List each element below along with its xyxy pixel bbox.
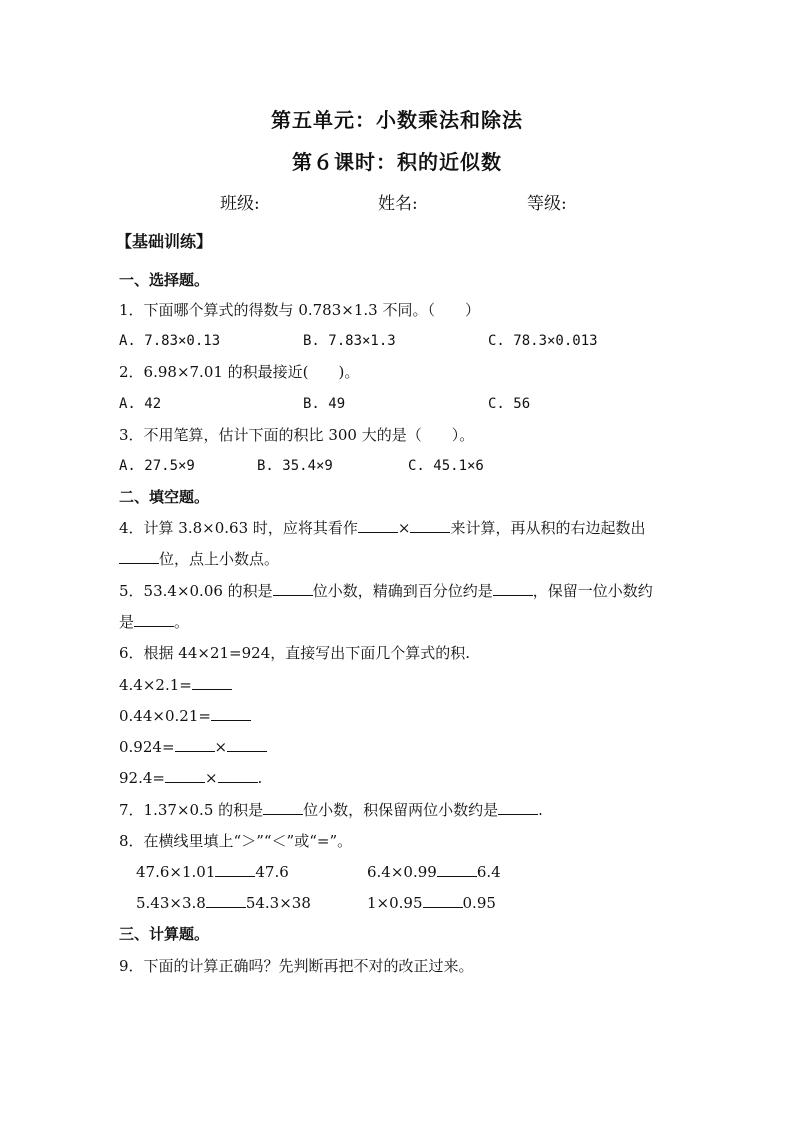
q5-blank-3[interactable] <box>134 612 174 627</box>
q4-times: × <box>397 519 411 537</box>
q2-option-b: B. 49 <box>303 396 346 412</box>
q6-blank-3[interactable] <box>175 737 215 752</box>
q6-blank-5[interactable] <box>165 768 205 783</box>
question-4-cont <box>119 549 279 569</box>
q7-text-1: 7．1.37×0.5 的积是 <box>119 801 264 819</box>
section-choice-heading: 一、选择题。 <box>119 271 210 289</box>
q6-times-4: × <box>204 769 218 787</box>
q1-option-b: B. 7.83×1.3 <box>303 333 396 349</box>
q8-expr-1 <box>136 862 289 882</box>
q5-blank-1[interactable] <box>273 581 313 596</box>
grade-label: 等级: <box>527 194 567 214</box>
q6-line-2 <box>119 706 251 726</box>
question-5 <box>119 581 653 601</box>
q6-expr-3: 0.924= <box>119 738 175 756</box>
q6-expr-1: 4.4×2.1= <box>119 676 192 694</box>
section-calc-heading: 三、计算题。 <box>119 925 210 943</box>
q8-blank-2[interactable] <box>437 862 477 877</box>
q6-blank-4[interactable] <box>227 737 267 752</box>
q8-e2-right: 6.4 <box>476 863 501 881</box>
q6-line-4 <box>119 768 262 788</box>
question-8: 8．在横线里填上“＞”“＜”或“=”。 <box>119 832 353 850</box>
q3-option-b: B. 35.4×9 <box>257 458 333 474</box>
q6-period-4: . <box>257 769 263 787</box>
unit-title: 第五单元：小数乘法和除法 <box>271 108 523 132</box>
q5-text-1: 5．53.4×0.06 的积是 <box>119 582 273 600</box>
q6-blank-2[interactable] <box>211 706 251 721</box>
q6-expr-2: 0.44×0.21= <box>119 707 211 725</box>
lesson-title: 第６课时：积的近似数 <box>292 150 502 174</box>
q4-blank-3[interactable] <box>119 549 159 564</box>
q7-blank-2[interactable] <box>498 800 538 815</box>
q6-times-3: × <box>214 738 228 756</box>
q7-blank-1[interactable] <box>263 800 303 815</box>
section-fill-heading: 二、填空题。 <box>119 488 210 506</box>
q5-blank-2[interactable] <box>493 581 533 596</box>
question-2: 2．6.98×7.01 的积最接近( )。 <box>119 363 360 381</box>
q8-e1-right: 47.6 <box>255 863 289 881</box>
question-9: 9．下面的计算正确吗？先判断再把不对的改正过来。 <box>119 957 474 975</box>
q3-option-c: C. 45.1×6 <box>408 458 484 474</box>
q8-e3-left: 5.43×3.8 <box>136 894 206 912</box>
q8-blank-1[interactable] <box>215 862 255 877</box>
q4-text-1: 4．计算 3.8×0.63 时，应将其看作 <box>119 519 358 537</box>
q7-text-2: 位小数，积保留两位小数约是 <box>303 801 499 819</box>
q1-option-a: A. 7.83×0.13 <box>119 333 221 349</box>
q4-blank-1[interactable] <box>358 518 398 533</box>
q6-expr-4: 92.4= <box>119 769 165 787</box>
q4-text-3: 位，点上小数点。 <box>159 550 280 568</box>
question-5-cont <box>119 612 189 632</box>
q5-text-4: 是 <box>119 613 135 631</box>
q8-blank-4[interactable] <box>423 893 463 908</box>
q8-e2-left: 6.4×0.99 <box>367 863 437 881</box>
name-label: 姓名: <box>378 194 418 214</box>
q5-text-2: 位小数，精确到百分位约是 <box>312 582 493 600</box>
q2-option-c: C. 56 <box>488 396 531 412</box>
q4-blank-2[interactable] <box>410 518 450 533</box>
q6-blank-1[interactable] <box>192 675 232 690</box>
q3-option-a: A. 27.5×9 <box>119 458 195 474</box>
question-3: 3．不用笔算，估计下面的积比 300 大的是（ ）。 <box>119 426 475 444</box>
basic-training-label: 【基础训练】 <box>116 232 213 251</box>
class-label: 班级: <box>220 194 260 214</box>
question-6: 6．根据 44×21=924，直接写出下面几个算式的积. <box>119 644 471 662</box>
q4-text-2: 来计算，再从积的右边起数出 <box>450 519 646 537</box>
q7-text-3: . <box>538 801 543 819</box>
q8-expr-4 <box>367 893 496 913</box>
q8-e4-right: 0.95 <box>462 894 496 912</box>
question-7 <box>119 800 543 820</box>
q1-option-c: C. 78.3×0.013 <box>488 333 598 349</box>
q8-e3-right: 54.3×38 <box>245 894 311 912</box>
q8-e1-left: 47.6×1.01 <box>136 863 216 881</box>
q5-text-3: ，保留一位小数约 <box>532 582 653 600</box>
q8-expr-2 <box>367 862 501 882</box>
q8-blank-3[interactable] <box>206 893 246 908</box>
q6-blank-6[interactable] <box>218 768 258 783</box>
q5-text-5: 。 <box>174 613 190 631</box>
q6-line-1 <box>119 675 232 695</box>
q8-expr-3 <box>136 893 311 913</box>
question-1: 1．下面哪个算式的得数与 0.783×1.3 不同。（ ） <box>119 301 480 319</box>
q6-line-3 <box>119 737 267 757</box>
q8-e4-left: 1×0.95 <box>367 894 423 912</box>
q2-option-a: A. 42 <box>119 396 162 412</box>
question-4 <box>119 518 646 538</box>
